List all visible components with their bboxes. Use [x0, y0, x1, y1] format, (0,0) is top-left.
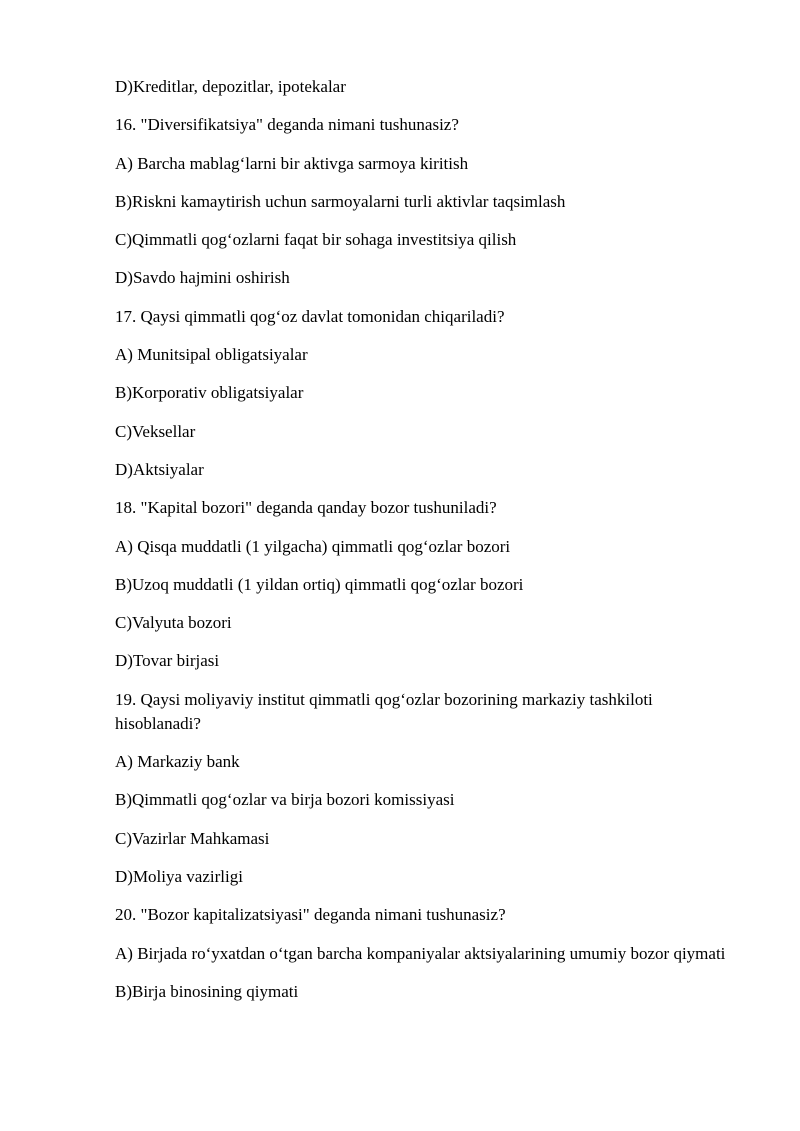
answer-option-18-b: B)Uzoq muddatli (1 yildan ortiq) qimmatli qog‘ozlar bozori [115, 574, 524, 594]
answer-option-17-d: D)Aktsiyalar [115, 459, 204, 479]
question-17: 17. Qaysi qimmatli qog‘oz davlat tomonidan chiqariladi? [115, 306, 505, 326]
answer-option-18-d: D)Tovar birjasi [115, 651, 220, 671]
question-20: 20. "Bozor kapitalizatsiyasi" deganda nimani tushunasiz? [115, 905, 506, 925]
question-18: 18. "Kapital bozori" deganda qanday bozor tushuniladi? [115, 498, 497, 518]
answer-option-17-c: C)Veksellar [115, 421, 196, 441]
answer-option-17-b: B)Korporativ obligatsiyalar [115, 383, 304, 403]
answer-option-15-d: D)Kreditlar, depozitlar, ipotekalar [115, 77, 346, 96]
answer-option-16-d: D)Savdo hajmini oshirish [115, 268, 290, 288]
answer-option-19-b: B)Qimmatli qog‘ozlar va birja bozori komissiyasi [115, 790, 455, 810]
answer-option-20-b: B)Birja binosining qiymati [115, 981, 299, 1001]
answer-option-16-c: C)Qimmatli qog‘ozlarni faqat bir sohaga investitsiya qilish [115, 230, 517, 250]
answer-option-16-b: B)Riskni kamaytirish uchun sarmoyalarni turli aktivlar taqsimlash [115, 191, 566, 211]
document-content [115, 75, 735, 1018]
answer-option-19-d: D)Moliya vazirligi [115, 866, 243, 886]
answer-option-19-c: C)Vazirlar Mahkamasi [115, 828, 270, 848]
answer-option-16-a: A) Barcha mablag‘larni bir aktivga sarmoya kiritish [115, 153, 469, 173]
question-16: 16. "Diversifikatsiya" deganda nimani tushunasiz? [115, 115, 459, 135]
answer-option-17-a: A) Munitsipal obligatsiyalar [115, 345, 308, 365]
answer-option-19-a: A) Markaziy bank [115, 752, 240, 772]
answer-option-20-a: A) Birjada ro‘yxatdan o‘tgan barcha kompaniyalar aktsiyalarining umumiy bozor qiymati [115, 943, 726, 963]
answer-option-18-a: A) Qisqa muddatli (1 yilgacha) qimmatli qog‘ozlar bozori [115, 536, 511, 556]
question-19: 19. Qaysi moliyaviy institut qimmatli qog‘ozlar bozorining markaziy tashkiloti hisoblanadi? [115, 689, 653, 733]
answer-option-18-c: C)Valyuta bozori [115, 613, 232, 633]
